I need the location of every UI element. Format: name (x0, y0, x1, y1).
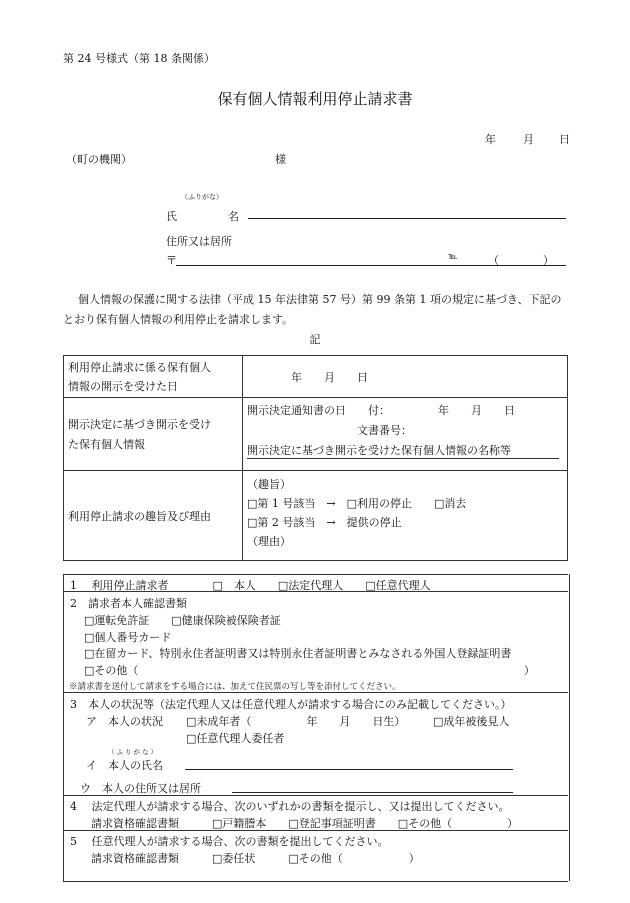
disclosed-info-label: 開示決定に基づき開示を受け た保有個人情報 (64, 398, 243, 471)
request-details-table (63, 355, 568, 561)
id-docs-line-2[interactable]: □個人番号カード (84, 631, 172, 644)
section-4-docs[interactable]: 請求資格確認書類 □戸籍謄本 □登記事項証明書 □その他（ ） (91, 817, 519, 830)
name-label-2: 名 (228, 210, 239, 223)
section-3-title: 3 本人の状況等（法定代理人又は任意代理人が請求する場合にのみ記載してください。） (70, 698, 512, 711)
postal-mark: 〒 (166, 254, 177, 267)
id-docs-line-1[interactable]: □運転免許証 □健康保険被保険者証 (84, 614, 281, 627)
tel-label: ℡ (448, 252, 458, 262)
purpose-value[interactable]: （趣旨） □第 1 号該当 → □利用の停止 □消去 □第 2 号該当 → 提供の停止 （理由） (243, 471, 568, 561)
mail-note: ※請求書を送付して請求をする場合には、加えて住民票の写し等を添付してください。 (69, 682, 401, 692)
principal-address-field[interactable] (232, 792, 513, 793)
section-2-divider (63, 692, 568, 693)
purpose-label: 利用停止請求の趣旨及び理由 (64, 471, 243, 561)
furigana-label: （ふりがな） (181, 193, 223, 201)
disclosed-info-underline (247, 458, 559, 459)
addressee-honorific: 様 (275, 153, 286, 166)
id-docs-other[interactable]: □その他（ (84, 664, 139, 677)
date-month: 月 (523, 133, 534, 146)
date-day: 日 (559, 133, 570, 146)
date-year: 年 (485, 133, 496, 146)
status-minor[interactable]: □未成年者（ 年 月 日生） (186, 715, 406, 728)
id-docs-line-3[interactable]: □在留カード、特別永住者証明書又は特別永住者証明書とみなされる外国人登録証明書 (84, 647, 512, 660)
addressee-org: （町の機関） (66, 153, 132, 166)
page-title: 保有個人情報利用停止請求書 (217, 90, 413, 108)
intro-line-1: 個人情報の保護に関する法律（平成 15 年法律第 57 号）第 99 条第 1 項の規定に基づき、下記の (78, 293, 562, 306)
disclosed-info-value[interactable]: 開示決定通知書の日 付： 年 月 日 文書番号： 開示決定に基づき開示を受けた保有個人情報の名称等 (243, 398, 568, 471)
address-label: 住所又は居所 (166, 235, 232, 248)
status-adult-ward[interactable]: □成年被後見人 (433, 715, 510, 728)
id-docs-other-close: ） (524, 664, 535, 677)
section-4-title: 4 法定代理人が請求する場合、次のいずれかの書類を提示し、又は提出してください。 (70, 800, 510, 813)
intro-line-2: とおり保有個人情報の利用停止を請求します。 (63, 313, 294, 326)
section-5-title: 5 任意代理人が請求する場合、次の書類を提出してください。 (70, 835, 389, 848)
tel-paren: （ ） (488, 254, 554, 267)
box-bottom-border (63, 881, 568, 882)
section-1-requester[interactable]: 1 利用停止請求者 □ 本人 □法定代理人 □任意代理人 (70, 579, 431, 592)
section-2-title: 2 請求者本人確認書類 (70, 597, 187, 610)
ki-mark: 記 (309, 333, 321, 346)
opened-date-value[interactable]: 年 月 日 (243, 356, 568, 398)
name-field[interactable] (248, 218, 566, 219)
section-5-docs[interactable]: 請求資格確認書類 □委任状 □その他（ ） (91, 852, 420, 865)
form-number: 第 24 号様式（第 18 条関係） (63, 52, 215, 65)
status-delegator[interactable]: □任意代理人委任者 (186, 732, 285, 745)
box-top-border (63, 574, 568, 575)
principal-name-ruby: （ふりがな） (108, 748, 159, 756)
opened-date-label: 利用停止請求に係る保有個人 情報の開示を受けた日 (64, 356, 243, 398)
principal-address-label: ウ 本人の住所又は居所 (80, 782, 201, 795)
principal-status-label: ア 本人の状況 (86, 715, 163, 728)
name-label-1: 氏 (166, 210, 177, 223)
principal-name-field[interactable] (185, 769, 513, 770)
principal-name-label: イ 本人の氏名 (86, 759, 163, 772)
